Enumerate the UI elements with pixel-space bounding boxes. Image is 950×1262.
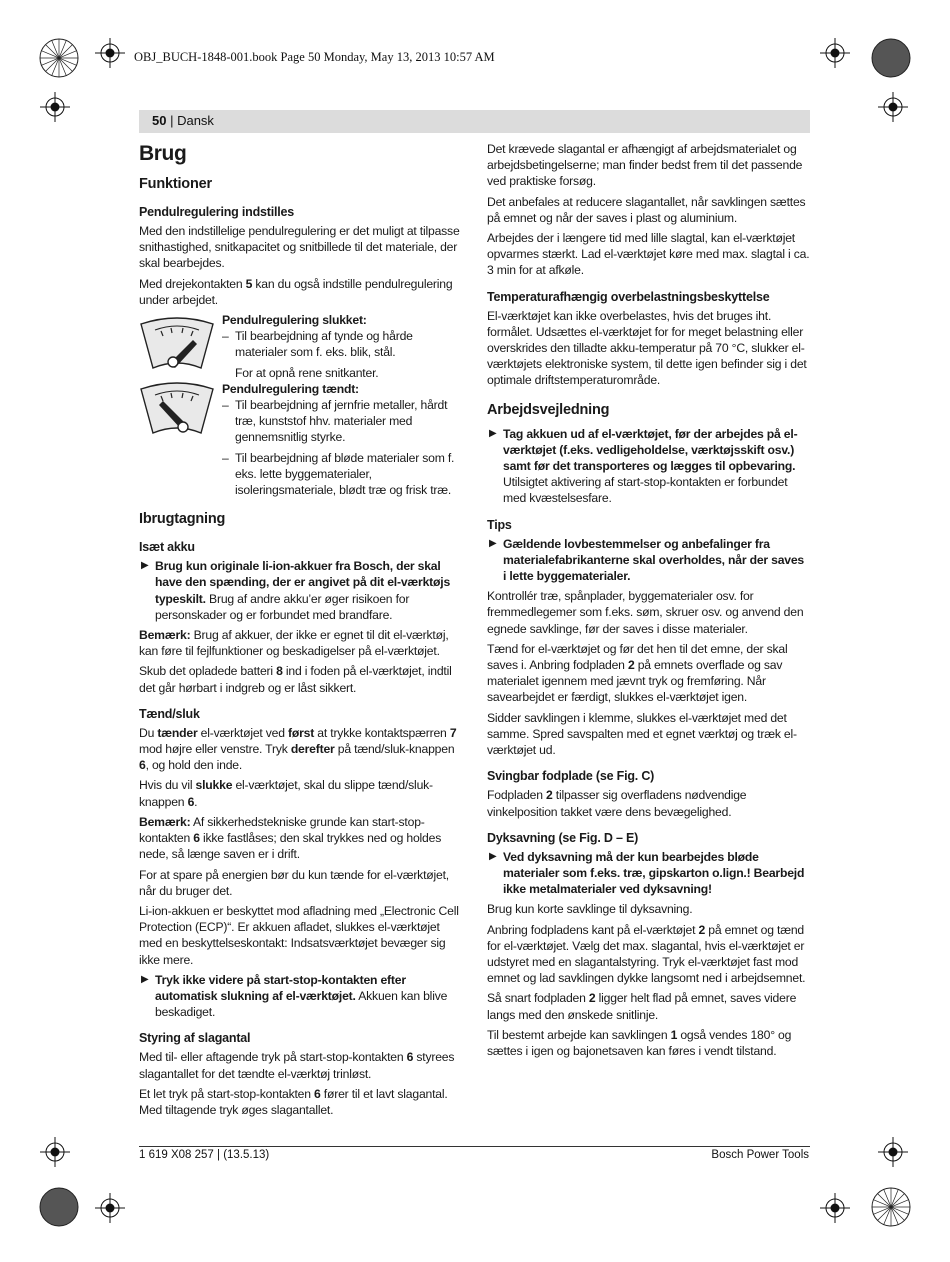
- pendulum-on-block: [139, 381, 462, 498]
- paragraph-afkoel: Arbejdes der i længere tid med lille slagtal, kan el-værktøjet opvarmes stærkt. Lad el-værktøjet køre med max. slagtal i ca. 3 min for at afkøle.: [487, 231, 810, 278]
- heading-styring-slagantal: Styring af slagantal: [139, 1031, 251, 1046]
- registration-mark-icon: [820, 1193, 850, 1223]
- warning-dyksavning: ▶ Ved dyksavning må der kun bearbejdes bløde materialer som f.eks. træ, gipskarton o.lign.! Bearbejd ikke metalmaterialer ved dyksavning!: [487, 849, 810, 898]
- paragraph-bemaerk-akku: Bemærk: Brug af akkuer, der ikke er egnet til dit el-værktøj, kan føre til fejlfunktioner og beskadigelser på el-værktøjet.: [139, 628, 449, 659]
- paragraph-pendel-intro: Med den indstillelige pendulregulering er det muligt at tilpasse snithastighed, snitkapacitet og snitbillede til det materiale, der skal bearbejdes.: [139, 224, 460, 271]
- section-title-brug: Brug: [139, 142, 187, 165]
- warning-original-akku: ▶ Brug kun originale li-ion-akkuer fra Bosch, der skal have den spænding, der er angivet på dit el-værktøjs typeskilt. Brug af andre akku’er øger risikoen for personskader og er forbundet med brandfare.: [139, 558, 462, 623]
- heading-tips: Tips: [487, 517, 512, 532]
- registration-mark-icon: [40, 92, 70, 122]
- warning-lovbestemmelser: ▶ Gældende lovbestemmelser og anbefalinger fra materialefabrikanterne skal overholdes, når der saves i lette byggematerialer.: [487, 536, 810, 585]
- page-number: 50: [152, 113, 167, 128]
- paragraph-vendes: Til bestemt arbejde kan savklingen 1 også vendes 180° og sættes i igen og bajonetsaven kan føres i vendt tilstand.: [487, 1027, 792, 1058]
- registration-mark-icon: [870, 37, 912, 79]
- right-column: [487, 141, 810, 1063]
- paragraph-reducer-slagantal: Det anbefales at reducere slagantallet, når savklingen sættes på emnet og når der saves i plast og aluminium.: [487, 194, 806, 225]
- paragraph-slagantal-krav: Det krævede slagantal er afhængigt af arbejdsmaterialet og arbejdsbetingelserne; man finder bedst frem til det passende ved praktiske forsøg.: [487, 142, 803, 189]
- heading-ibrugtagning: Ibrugtagning: [139, 511, 226, 528]
- paragraph-taend-for: Tænd for el-værktøjet og før det hen til det emne, der skal saves i. Anbring fodpladen 2 på emnets overflade og sav materialet igennem med jævnt tryk og fremføring. Når savearbejdet er færdigt, slukkes el-værktøjet igen.: [487, 641, 788, 705]
- label-pendul-off: Pendulregulering slukket:: [222, 313, 367, 328]
- label-pendul-on: Pendulregulering tændt:: [222, 381, 359, 396]
- registration-mark-icon: [95, 1193, 125, 1223]
- paragraph-ecp: Li-ion-akkuen er beskyttet mod afladning med „Electronic Cell Protection (ECP)“. Er akkuen afladet, slukkes el-værktøjet med en beskyttelseskontakt: Indsatsværktøjet bevæger sig ikke mere.: [139, 903, 459, 967]
- heading-dyksavning: Dyksavning (se Fig. D – E): [487, 830, 639, 845]
- left-column: [139, 141, 462, 1122]
- footer-brand: Bosch Power Tools: [711, 1149, 809, 1161]
- list-item-off-1: – Til bearbejdning af tynde og hårde materialer som f. eks. blik, stål.: [222, 328, 462, 360]
- registration-mark-icon: [38, 1186, 80, 1228]
- paragraph-anbring-fodplade: Anbring fodpladens kant på el-værktøjet 2 på emnet og tænd for el-værktøjet. Vælg det max. slagantal, hvis el-værktøjet er udstyret med en slagantalstyring. Tryk el-værktøjet fast mod emnet og lad savklingen dykke langsomt ned i arbejdsemnet.: [487, 922, 806, 986]
- paragraph-kontroller: Kontrollér træ, spånplader, byggematerialer osv. for fremmedlegemer som f.eks. søm, skruer osv. og anvend den egnede savklinge, før der saves i disse materialer.: [487, 589, 804, 636]
- paragraph-drejekontakt: Med drejekontakten 5 kan du også indstille pendulregulering under arbejdet.: [139, 276, 453, 307]
- heading-taend-sluk: Tænd/sluk: [139, 706, 200, 721]
- pendulum-off-block: [139, 312, 462, 381]
- paragraph-fodplade: Fodpladen 2 tilpasser sig overfladens nødvendige vinkelposition takket være dens bevægelighed.: [487, 788, 747, 819]
- registration-mark-icon: [40, 1137, 70, 1167]
- list-item-on-1: – Til bearbejdning af jernfrie metaller, hårdt træ, kunststof hhv. materialer med gennemsnitlig styrke.: [222, 397, 462, 446]
- heading-funktioner: Funktioner: [139, 176, 212, 192]
- book-slug-line: OBJ_BUCH-1848-001.book Page 50 Monday, May 13, 2013 10:57 AM: [134, 50, 495, 64]
- paragraph-bemaerk-kontakt: Bemærk: Af sikkerhedstekniske grunde kan start-stop-kontakten 6 ikke fastlåses; den skal trykkes ned og holdes nede, så længe saven er i drift.: [139, 814, 442, 862]
- starburst-mark-icon: [38, 37, 80, 79]
- page-number-language: [152, 113, 214, 128]
- heading-temperatur: Temperaturafhængig overbelastningsbeskyttelse: [487, 289, 770, 304]
- starburst-mark-icon: [870, 1186, 912, 1228]
- paragraph-styring-1: Med til- eller aftagende tryk på start-stop-kontakten 6 styrees slagantallet for det tændte el-værktøj trinløst.: [139, 1050, 455, 1081]
- warning-tag-akku-ud: ▶ Tag akkuen ud af el-værktøjet, før der arbejdes på el-værktøjet (f.eks. vedligeholdelse, værktøjsskift osv.) samt før det transporteres og lægges til opbevaring. Utilsigtet aktivering af start-stop-kontakten er forbundet med kvæstelsesfare.: [487, 426, 810, 507]
- paragraph-skub-batteri: Skub det opladede batteri 8 ind i foden på el-værktøjet, indtil det går hørbart i indgreb og er låst sikkert.: [139, 664, 452, 695]
- registration-mark-icon: [95, 38, 125, 68]
- paragraph-saa-snart: Så snart fodpladen 2 ligger helt flad på emnet, saves videre langs med den ønskede snitlinje.: [487, 991, 797, 1022]
- heading-isaet-akku: Isæt akku: [139, 540, 195, 555]
- paragraph-energi: For at spare på energien bør du kun tænde for el-værktøjet, når du bruger det.: [139, 867, 449, 898]
- paragraph-klemme: Sidder savklingen i klemme, slukkes el-værktøjet med det samme. Spred savspalten med et egnet værktøj og træk el-værktøjet ud.: [487, 710, 797, 758]
- footer-rule: [139, 1146, 810, 1147]
- page-header-bar: [139, 110, 810, 133]
- header-language: Dansk: [177, 113, 214, 128]
- heading-arbejdsvejledning: Arbejdsvejledning: [487, 401, 610, 418]
- paragraph-korte-savklinge: Brug kun korte savklinge til dyksavning.: [487, 902, 693, 917]
- paragraph-styring-2: Et let tryk på start-stop-kontakten 6 fører til et lavt slagantal. Med tiltagende tryk øges slagantallet.: [139, 1086, 448, 1117]
- pendulum-off-icon: [139, 314, 215, 372]
- pendulum-on-icon: [139, 379, 215, 437]
- registration-mark-icon: [820, 38, 850, 68]
- paragraph-sluk: Hvis du vil slukke el-værktøjet, skal du slippe tænd/sluk-knappen 6.: [139, 778, 433, 809]
- warning-tryk-ikke-videre: ▶ Tryk ikke videre på start-stop-kontakten efter automatisk slukning af el-værktøjet. Akkuen kan blive beskadiget.: [139, 972, 462, 1021]
- heading-svingbar-fodplade: Svingbar fodplade (se Fig. C): [487, 769, 655, 784]
- header-separator: |: [166, 113, 178, 128]
- footer-doc-number: 1 619 X08 257 | (13.5.13): [139, 1149, 270, 1161]
- paragraph-taend: Du tænder el-værktøjet ved først at trykke kontaktspærren 7 mod højre eller venstre. Tryk derefter på tænd/sluk-knappen 6, og hold den inde.: [139, 725, 457, 773]
- list-item-on-2: – Til bearbejdning af bløde materialer som f. eks. lette byggematerialer, isoleringsmateriale, blødt træ og frisk træ.: [222, 450, 462, 499]
- registration-mark-icon: [878, 92, 908, 122]
- paragraph-overbelastning: El-værktøjet kan ikke overbelastes, hvis det bruges iht. formålet. Udsættes el-værktøjet for for meget belastning eller overskrides den tilladte akku-temperatur på 70 °C, slukker el-værktøjets elektroniske system, til dette igen befinder sig i det optimale driftstemperaturområde.: [487, 308, 807, 388]
- heading-pendulregulering: Pendulregulering indstilles: [139, 205, 295, 219]
- registration-mark-icon: [878, 1137, 908, 1167]
- list-item-off-2: For at opnå rene snitkanter.: [235, 365, 379, 380]
